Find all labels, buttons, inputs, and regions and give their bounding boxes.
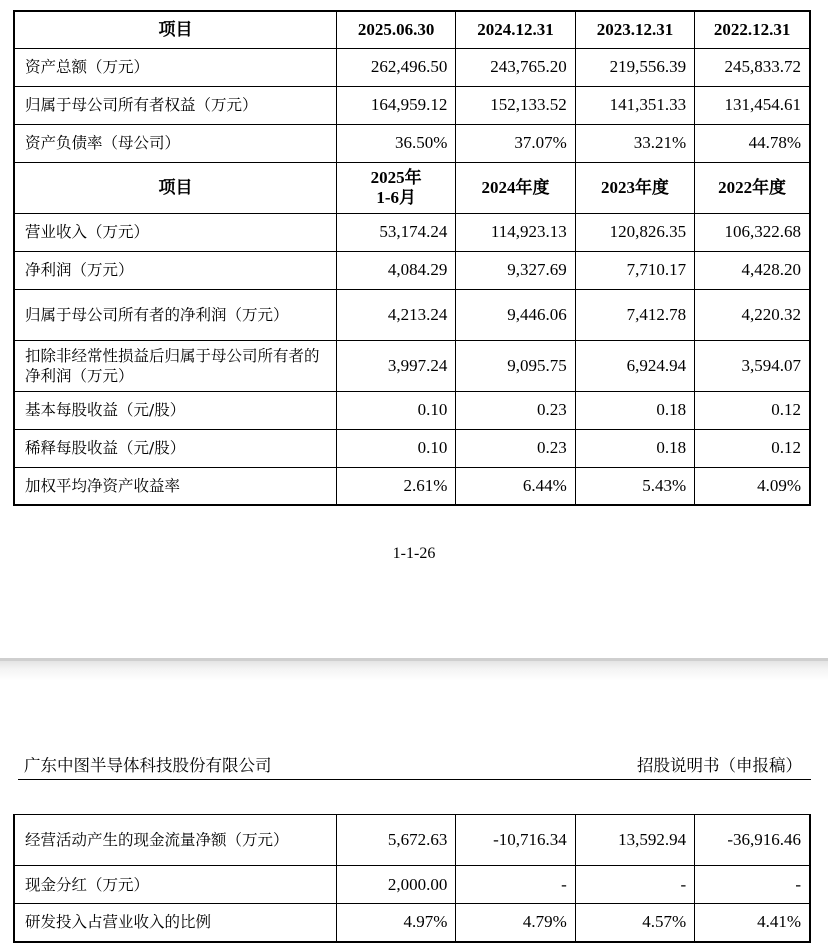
table-row bbox=[14, 213, 810, 251]
table-row bbox=[14, 124, 810, 162]
row-label: 营业收入（万元） bbox=[14, 213, 336, 251]
value-cell: 0.12 bbox=[695, 391, 810, 429]
table-row bbox=[14, 391, 810, 429]
value-cell: 0.23 bbox=[456, 391, 575, 429]
value-cell: 36.50% bbox=[336, 124, 455, 162]
row-label: 归属于母公司所有者权益（万元） bbox=[14, 86, 336, 124]
table-row bbox=[14, 251, 810, 289]
page-separator bbox=[0, 658, 828, 681]
row-label: 加权平均净资产收益率 bbox=[14, 467, 336, 505]
value-cell: -36,916.46 bbox=[695, 815, 810, 866]
value-cell: 4,428.20 bbox=[695, 251, 810, 289]
value-cell: 4,084.29 bbox=[336, 251, 455, 289]
header-cell: 2022.12.31 bbox=[695, 11, 810, 48]
row-label: 研发投入占营业收入的比例 bbox=[14, 904, 336, 942]
value-cell: 7,710.17 bbox=[575, 251, 694, 289]
value-cell: 262,496.50 bbox=[336, 48, 455, 86]
value-cell: 33.21% bbox=[575, 124, 694, 162]
value-cell: 6.44% bbox=[456, 467, 575, 505]
value-cell: 2.61% bbox=[336, 467, 455, 505]
table-row bbox=[14, 429, 810, 467]
row-label: 资产负债率（母公司） bbox=[14, 124, 336, 162]
row-label: 经营活动产生的现金流量净额（万元） bbox=[14, 815, 336, 866]
header-row-income bbox=[14, 162, 810, 213]
table-row bbox=[14, 289, 810, 340]
company-name: 广东中图半导体科技股份有限公司 bbox=[24, 756, 272, 775]
table-row bbox=[14, 815, 810, 866]
document-title: 招股说明书（申报稿） bbox=[637, 756, 802, 775]
value-cell: -10,716.34 bbox=[456, 815, 575, 866]
value-cell: 0.10 bbox=[336, 391, 455, 429]
value-cell: 114,923.13 bbox=[456, 213, 575, 251]
row-label: 现金分红（万元） bbox=[14, 866, 336, 904]
value-cell: 141,351.33 bbox=[575, 86, 694, 124]
value-cell: 120,826.35 bbox=[575, 213, 694, 251]
table-row bbox=[14, 904, 810, 942]
header-cell: 项目 bbox=[14, 11, 336, 48]
value-cell: 243,765.20 bbox=[456, 48, 575, 86]
value-cell: 152,133.52 bbox=[456, 86, 575, 124]
value-cell: 4,213.24 bbox=[336, 289, 455, 340]
header-cell: 2024.12.31 bbox=[456, 11, 575, 48]
value-cell: 245,833.72 bbox=[695, 48, 810, 86]
value-cell: 106,322.68 bbox=[695, 213, 810, 251]
header-rule bbox=[18, 779, 811, 780]
value-cell: 9,327.69 bbox=[456, 251, 575, 289]
header-cell: 2022年度 bbox=[695, 162, 810, 213]
value-cell: - bbox=[575, 866, 694, 904]
page-number: 1-1-26 bbox=[392, 545, 436, 562]
value-cell: 4.79% bbox=[456, 904, 575, 942]
row-label: 净利润（万元） bbox=[14, 251, 336, 289]
table-row bbox=[14, 48, 810, 86]
row-label: 归属于母公司所有者的净利润（万元） bbox=[14, 289, 336, 340]
header-cell: 2025年 1-6月 bbox=[336, 162, 455, 213]
header-cell: 2025.06.30 bbox=[336, 11, 455, 48]
header-cell: 2023年度 bbox=[575, 162, 694, 213]
header-row-balance bbox=[14, 11, 810, 48]
row-label: 扣除非经常性损益后归属于母公司所有者的净利润（万元） bbox=[14, 340, 336, 391]
value-cell: 37.07% bbox=[456, 124, 575, 162]
value-cell: 4.57% bbox=[575, 904, 694, 942]
financial-indicators-table bbox=[13, 10, 811, 506]
table-row bbox=[14, 86, 810, 124]
value-cell: 4,220.32 bbox=[695, 289, 810, 340]
value-cell: 0.12 bbox=[695, 429, 810, 467]
table-row bbox=[14, 866, 810, 904]
financial-indicators-table-continued bbox=[13, 814, 811, 943]
value-cell: 0.18 bbox=[575, 429, 694, 467]
value-cell: 0.10 bbox=[336, 429, 455, 467]
value-cell: 219,556.39 bbox=[575, 48, 694, 86]
value-cell: 3,594.07 bbox=[695, 340, 810, 391]
header-cell: 2023.12.31 bbox=[575, 11, 694, 48]
value-cell: 4.41% bbox=[695, 904, 810, 942]
header-cell: 2024年度 bbox=[456, 162, 575, 213]
value-cell: 131,454.61 bbox=[695, 86, 810, 124]
table-row bbox=[14, 467, 810, 505]
value-cell: - bbox=[456, 866, 575, 904]
row-label: 稀释每股收益（元/股） bbox=[14, 429, 336, 467]
value-cell: 53,174.24 bbox=[336, 213, 455, 251]
value-cell: 0.18 bbox=[575, 391, 694, 429]
header-cell: 项目 bbox=[14, 162, 336, 213]
table-row bbox=[14, 340, 810, 391]
value-cell: 5,672.63 bbox=[336, 815, 455, 866]
value-cell: 6,924.94 bbox=[575, 340, 694, 391]
row-label: 资产总额（万元） bbox=[14, 48, 336, 86]
value-cell: 4.97% bbox=[336, 904, 455, 942]
value-cell: 7,412.78 bbox=[575, 289, 694, 340]
value-cell: 9,446.06 bbox=[456, 289, 575, 340]
value-cell: 0.23 bbox=[456, 429, 575, 467]
row-label: 基本每股收益（元/股） bbox=[14, 391, 336, 429]
value-cell: 9,095.75 bbox=[456, 340, 575, 391]
value-cell: 5.43% bbox=[575, 467, 694, 505]
value-cell: 4.09% bbox=[695, 467, 810, 505]
value-cell: 3,997.24 bbox=[336, 340, 455, 391]
value-cell: 13,592.94 bbox=[575, 815, 694, 866]
value-cell: 44.78% bbox=[695, 124, 810, 162]
value-cell: - bbox=[695, 866, 810, 904]
value-cell: 164,959.12 bbox=[336, 86, 455, 124]
value-cell: 2,000.00 bbox=[336, 866, 455, 904]
